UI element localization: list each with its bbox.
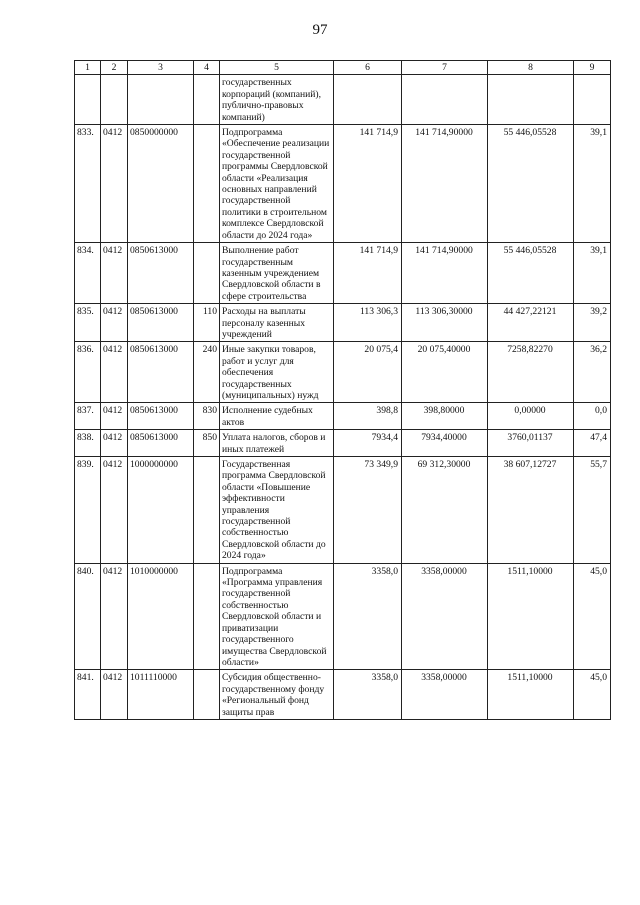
value-col6: 3358,0 xyxy=(334,563,402,670)
value-col9: 45,0 xyxy=(574,563,611,670)
column-header: 5 xyxy=(220,61,334,75)
expense-type-code xyxy=(194,243,220,304)
expense-type-code: 830 xyxy=(194,403,220,430)
column-header: 7 xyxy=(402,61,488,75)
target-article-code: 1010000000 xyxy=(128,563,194,670)
column-header: 2 xyxy=(101,61,128,75)
header-row xyxy=(75,61,611,75)
value-col8: 0,00000 xyxy=(488,403,574,430)
expense-type-code xyxy=(194,75,220,125)
value-col7: 141 714,90000 xyxy=(402,125,488,243)
section-code: 0412 xyxy=(101,670,128,720)
value-col9: 39,1 xyxy=(574,125,611,243)
expense-type-code xyxy=(194,563,220,670)
row-number: 834. xyxy=(75,243,101,304)
value-col6: 398,8 xyxy=(334,403,402,430)
item-name: Иные закупки товаров, работ и услуг для обеспечения государственных (муниципальных) нужд xyxy=(220,342,334,403)
column-header: 9 xyxy=(574,61,611,75)
item-name: Подпрограмма «Обеспечение реализации государственной программы Свердловской области «Реализация основных направлений государственной политики в строительном комплексе Свердловской области до 2024 года» xyxy=(220,125,334,243)
row-number: 836. xyxy=(75,342,101,403)
value-col6: 73 349,9 xyxy=(334,457,402,564)
value-col7: 3358,00000 xyxy=(402,563,488,670)
value-col9: 55,7 xyxy=(574,457,611,564)
target-article-code: 1011110000 xyxy=(128,670,194,720)
column-header: 3 xyxy=(128,61,194,75)
value-col6: 141 714,9 xyxy=(334,243,402,304)
table-body xyxy=(75,75,611,720)
page-number: 97 xyxy=(312,22,328,38)
column-header: 8 xyxy=(488,61,574,75)
column-header: 1 xyxy=(75,61,101,75)
item-name: Подпрограмма «Программа управления государственной собственностью Свердловской области и приватизации государственного имущества Свердловской области» xyxy=(220,563,334,670)
value-col6: 113 306,3 xyxy=(334,304,402,342)
value-col9: 45,0 xyxy=(574,670,611,720)
row-number: 833. xyxy=(75,125,101,243)
target-article-code: 0850613000 xyxy=(128,430,194,457)
row-number: 840. xyxy=(75,563,101,670)
column-header: 6 xyxy=(334,61,402,75)
expense-type-code: 240 xyxy=(194,342,220,403)
expense-type-code: 850 xyxy=(194,430,220,457)
table-row xyxy=(75,670,611,720)
value-col7 xyxy=(402,75,488,125)
section-code: 0412 xyxy=(101,457,128,564)
value-col7: 20 075,40000 xyxy=(402,342,488,403)
target-article-code: 0850613000 xyxy=(128,243,194,304)
value-col9: 36,2 xyxy=(574,342,611,403)
target-article-code xyxy=(128,75,194,125)
budget-table xyxy=(74,60,611,720)
section-code: 0412 xyxy=(101,563,128,670)
value-col6: 3358,0 xyxy=(334,670,402,720)
item-name: государственных корпораций (компаний), публично-правовых компаний) xyxy=(220,75,334,125)
table-row xyxy=(75,403,611,430)
value-col7: 113 306,30000 xyxy=(402,304,488,342)
target-article-code: 0850000000 xyxy=(128,125,194,243)
row-number: 838. xyxy=(75,430,101,457)
row-number: 839. xyxy=(75,457,101,564)
value-col9: 39,1 xyxy=(574,243,611,304)
table-row xyxy=(75,457,611,564)
section-code: 0412 xyxy=(101,304,128,342)
section-code: 0412 xyxy=(101,430,128,457)
value-col8: 7258,82270 xyxy=(488,342,574,403)
value-col8: 44 427,22121 xyxy=(488,304,574,342)
section-code xyxy=(101,75,128,125)
value-col9: 0,0 xyxy=(574,403,611,430)
value-col6 xyxy=(334,75,402,125)
expense-type-code xyxy=(194,125,220,243)
value-col8: 3760,01137 xyxy=(488,430,574,457)
item-name: Уплата налогов, сборов и иных платежей xyxy=(220,430,334,457)
table-row xyxy=(75,125,611,243)
value-col7: 69 312,30000 xyxy=(402,457,488,564)
item-name: Государственная программа Свердловской области «Повышение эффективности управления государственной собственностью Свердловской области до 2024 года» xyxy=(220,457,334,564)
section-code: 0412 xyxy=(101,403,128,430)
value-col9: 47,4 xyxy=(574,430,611,457)
section-code: 0412 xyxy=(101,125,128,243)
expense-type-code: 110 xyxy=(194,304,220,342)
expense-type-code xyxy=(194,457,220,564)
target-article-code: 0850613000 xyxy=(128,342,194,403)
section-code: 0412 xyxy=(101,243,128,304)
row-number: 835. xyxy=(75,304,101,342)
row-number: 837. xyxy=(75,403,101,430)
value-col8 xyxy=(488,75,574,125)
target-article-code: 0850613000 xyxy=(128,304,194,342)
value-col7: 3358,00000 xyxy=(402,670,488,720)
item-name: Выполнение работ государственным казенным учреждением Свердловской области в сфере строительства xyxy=(220,243,334,304)
table-row xyxy=(75,430,611,457)
table-row xyxy=(75,563,611,670)
column-header: 4 xyxy=(194,61,220,75)
table-row xyxy=(75,304,611,342)
value-col6: 20 075,4 xyxy=(334,342,402,403)
row-number xyxy=(75,75,101,125)
value-col8: 1511,10000 xyxy=(488,563,574,670)
item-name: Исполнение судебных актов xyxy=(220,403,334,430)
table-row xyxy=(75,75,611,125)
item-name: Субсидия общественно-государственному фонду «Региональный фонд защиты прав xyxy=(220,670,334,720)
value-col9 xyxy=(574,75,611,125)
value-col7: 398,80000 xyxy=(402,403,488,430)
target-article-code: 1000000000 xyxy=(128,457,194,564)
value-col8: 55 446,05528 xyxy=(488,125,574,243)
value-col8: 55 446,05528 xyxy=(488,243,574,304)
expense-type-code xyxy=(194,670,220,720)
value-col8: 1511,10000 xyxy=(488,670,574,720)
table-row xyxy=(75,243,611,304)
value-col7: 7934,40000 xyxy=(402,430,488,457)
section-code: 0412 xyxy=(101,342,128,403)
item-name: Расходы на выплаты персоналу казенных учреждений xyxy=(220,304,334,342)
value-col7: 141 714,90000 xyxy=(402,243,488,304)
table-row xyxy=(75,342,611,403)
value-col9: 39,2 xyxy=(574,304,611,342)
value-col6: 7934,4 xyxy=(334,430,402,457)
value-col8: 38 607,12727 xyxy=(488,457,574,564)
target-article-code: 0850613000 xyxy=(128,403,194,430)
row-number: 841. xyxy=(75,670,101,720)
value-col6: 141 714,9 xyxy=(334,125,402,243)
